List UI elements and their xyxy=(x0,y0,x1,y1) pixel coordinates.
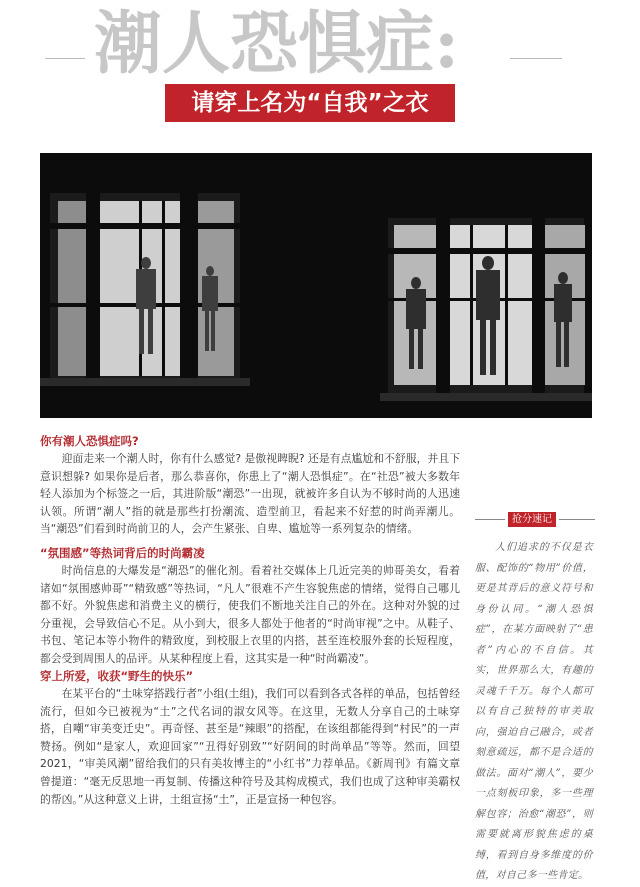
sidebar-rule-left xyxy=(475,519,505,520)
shop-window-illustration xyxy=(40,153,592,418)
section-paragraph: 在某平台的“土味穿搭践行者”小组(土组)，我们可以看到各式各样的单品，包括曾经流行，但如今已被视为“土”之代名词的淑女风等。在这里，无数人分享自己的土味穿搭，自嘲“审美变迁史”。再奇怪、甚至是“辣眼”的搭配，在该组都能得到“村民”的一声赞扬。例如“是家人，欢迎回家”“丑得好别致”“好阴间的时尚单品”等等。然而，回望 2021，“审美风潮”留给我们的只有美妆博主的“小红书”力荐单品。《新周刊》有篇文章曾提道：“毫无反思地一再复制、传播这种符号及其构成模式，我们也成了这种审美霸权的帮凶。”从这种意义上讲，土组宣扬“土”，正是宣扬一种包容。 xyxy=(40,687,460,806)
title-rule-left xyxy=(45,58,85,59)
sidebar-rule-right xyxy=(559,519,595,520)
section-heading: 穿上所爱，收获“野生的快乐” xyxy=(40,669,194,683)
sidebar-text: 人们追求的不仅是衣服、配饰的“物用”价值，更是其背后的意义符号和身份认同。“潮人恐惧症”，在某方面映射了“患者”内心的不自信。其实，世界那么大，有趣的灵魂千千万。每个人都可以有自己独特的审美取向，强迫自己融合，或者刻意疏远，都不是合适的做法。面对“潮人”，要少一点刻板印象，多一些理解包容；治愈“潮恐”，则需要就离形貌焦虑的桌缚，看到自身多维度的价值，对自己多一些肯定。 xyxy=(475,542,593,881)
section-paragraph: 时尚信息的大爆发是“潮恐”的催化剂。看着社交媒体上几近完美的帅哥美女，看着诸如“氛围感帅哥”“精致感”等热词，“凡人”很难不产生容貌焦虑的情绪，觉得自己哪儿都不好。外貌焦虑和消费主义的横行，使我们不断地关注自己的外在。这种对外貌的过分重视，会导致信心不足。从小到大，很多人都处于他者的“时尚审视”之中。从鞋子、书包、笔记本等小物件的精致度，到校服上衣里的内搭，甚至连校服外套的长短程度，都会受到周围人的品评。从某种程度上看，这其实是一种“时尚霸凌”。 xyxy=(40,564,460,665)
shop-window-photo xyxy=(40,153,592,418)
subtitle-banner: 请穿上名为“自我”之衣 xyxy=(165,84,455,122)
section-paragraph: 迎面走来一个潮人时，你有什么感觉? 是傲视睥睨? 还是有点尴尬和不舒服，并且下意识想躲? 如果你是后者，那么恭喜你，你患上了“潮人恐惧症”。在“社恐”被大多数年轻人添加为个标签之一后，其进阶版“潮恐”一出现，就被许多自认为不够时尚的人迅速认领。所谓“潮人”指的就是那些打扮潮流、造型前卫，看起来不好惹的时尚弄潮儿。当“潮恐”们看到时尚前卫的人，会产生紧张、自卑、尴尬等一系列复杂的情绪。 xyxy=(40,452,460,536)
title-rule-right xyxy=(510,58,562,59)
section-heading: “氛围感”等热词背后的时尚霸凌 xyxy=(40,546,205,560)
sidebar-heading: 抢分速记 xyxy=(508,512,556,527)
page-title: 潮人恐惧症: xyxy=(94,4,460,84)
section-heading: 你有潮人恐惧症吗? xyxy=(40,434,139,448)
title-block xyxy=(0,0,640,120)
